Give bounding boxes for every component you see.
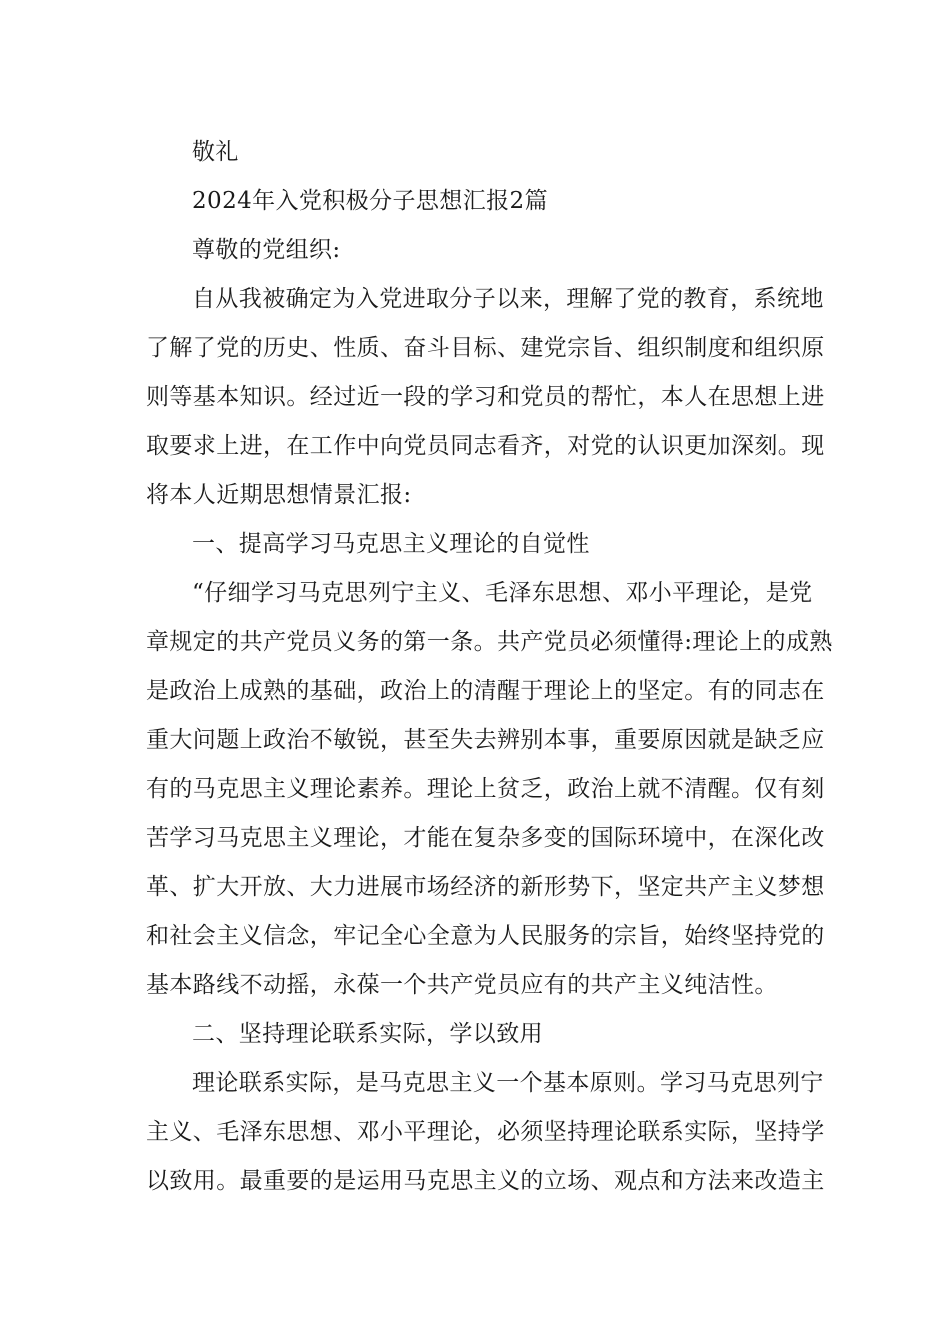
paragraph-line: 取要求上进，在工作中向党员同志看齐，对党的认识更加深刻。现 xyxy=(146,433,825,459)
document-title: 2024年入党积极分子思想汇报2篇 xyxy=(192,188,548,214)
section-heading: 二、坚持理论联系实际，学以致用 xyxy=(192,1021,543,1047)
paragraph-line: 重大问题上政治不敏锐，甚至失去辨别本事，重要原因就是缺乏应 xyxy=(146,727,825,753)
paragraph-line: 革、扩大开放、大力进展市场经济的新形势下，坚定共产主义梦想 xyxy=(146,874,825,900)
paragraph-line: 章规定的共产党员义务的第一条。共产党员必须懂得:理论上的成熟 xyxy=(146,629,833,655)
paragraph-line: 基本路线不动摇，永葆一个共产党员应有的共产主义纯洁性。 xyxy=(146,972,778,998)
paragraph-line: 理论联系实际，是马克思主义一个基本原则。学习马克思列宁 xyxy=(192,1070,824,1096)
paragraph-line: 苦学习马克思主义理论，才能在复杂多变的国际环境中，在深化改 xyxy=(146,825,825,851)
paragraph-line: 主义、毛泽东思想、邓小平理论，必须坚持理论联系实际，坚持学 xyxy=(146,1119,825,1145)
paragraph-line: “仔细学习马克思列宁主义、毛泽东思想、邓小平理论，是党 xyxy=(192,580,813,606)
paragraph-line: 则等基本知识。经过近一段的学习和党员的帮忙，本人在思想上进 xyxy=(146,384,825,410)
paragraph-line: 有的马克思主义理论素养。理论上贫乏，政治上就不清醒。仅有刻 xyxy=(146,776,825,802)
document-body xyxy=(146,128,833,1206)
closing-salutation: 敬礼 xyxy=(192,139,239,165)
paragraph-line: 以致用。最重要的是运用马克思主义的立场、观点和方法来改造主 xyxy=(146,1168,825,1194)
paragraph-line: 了解了党的历史、性质、奋斗目标、建党宗旨、组织制度和组织原 xyxy=(146,335,825,361)
paragraph-line: 自从我被确定为入党进取分子以来，理解了党的教育，系统地 xyxy=(192,286,824,312)
section-heading: 一、提高学习马克思主义理论的自觉性 xyxy=(192,531,590,557)
paragraph-line: 是政治上成熟的基础，政治上的清醒于理论上的坚定。有的同志在 xyxy=(146,678,825,704)
greeting: 尊敬的党组织: xyxy=(192,237,341,263)
paragraph-line: 和社会主义信念，牢记全心全意为人民服务的宗旨，始终坚持党的 xyxy=(146,923,825,949)
paragraph-line: 将本人近期思想情景汇报: xyxy=(146,482,412,508)
